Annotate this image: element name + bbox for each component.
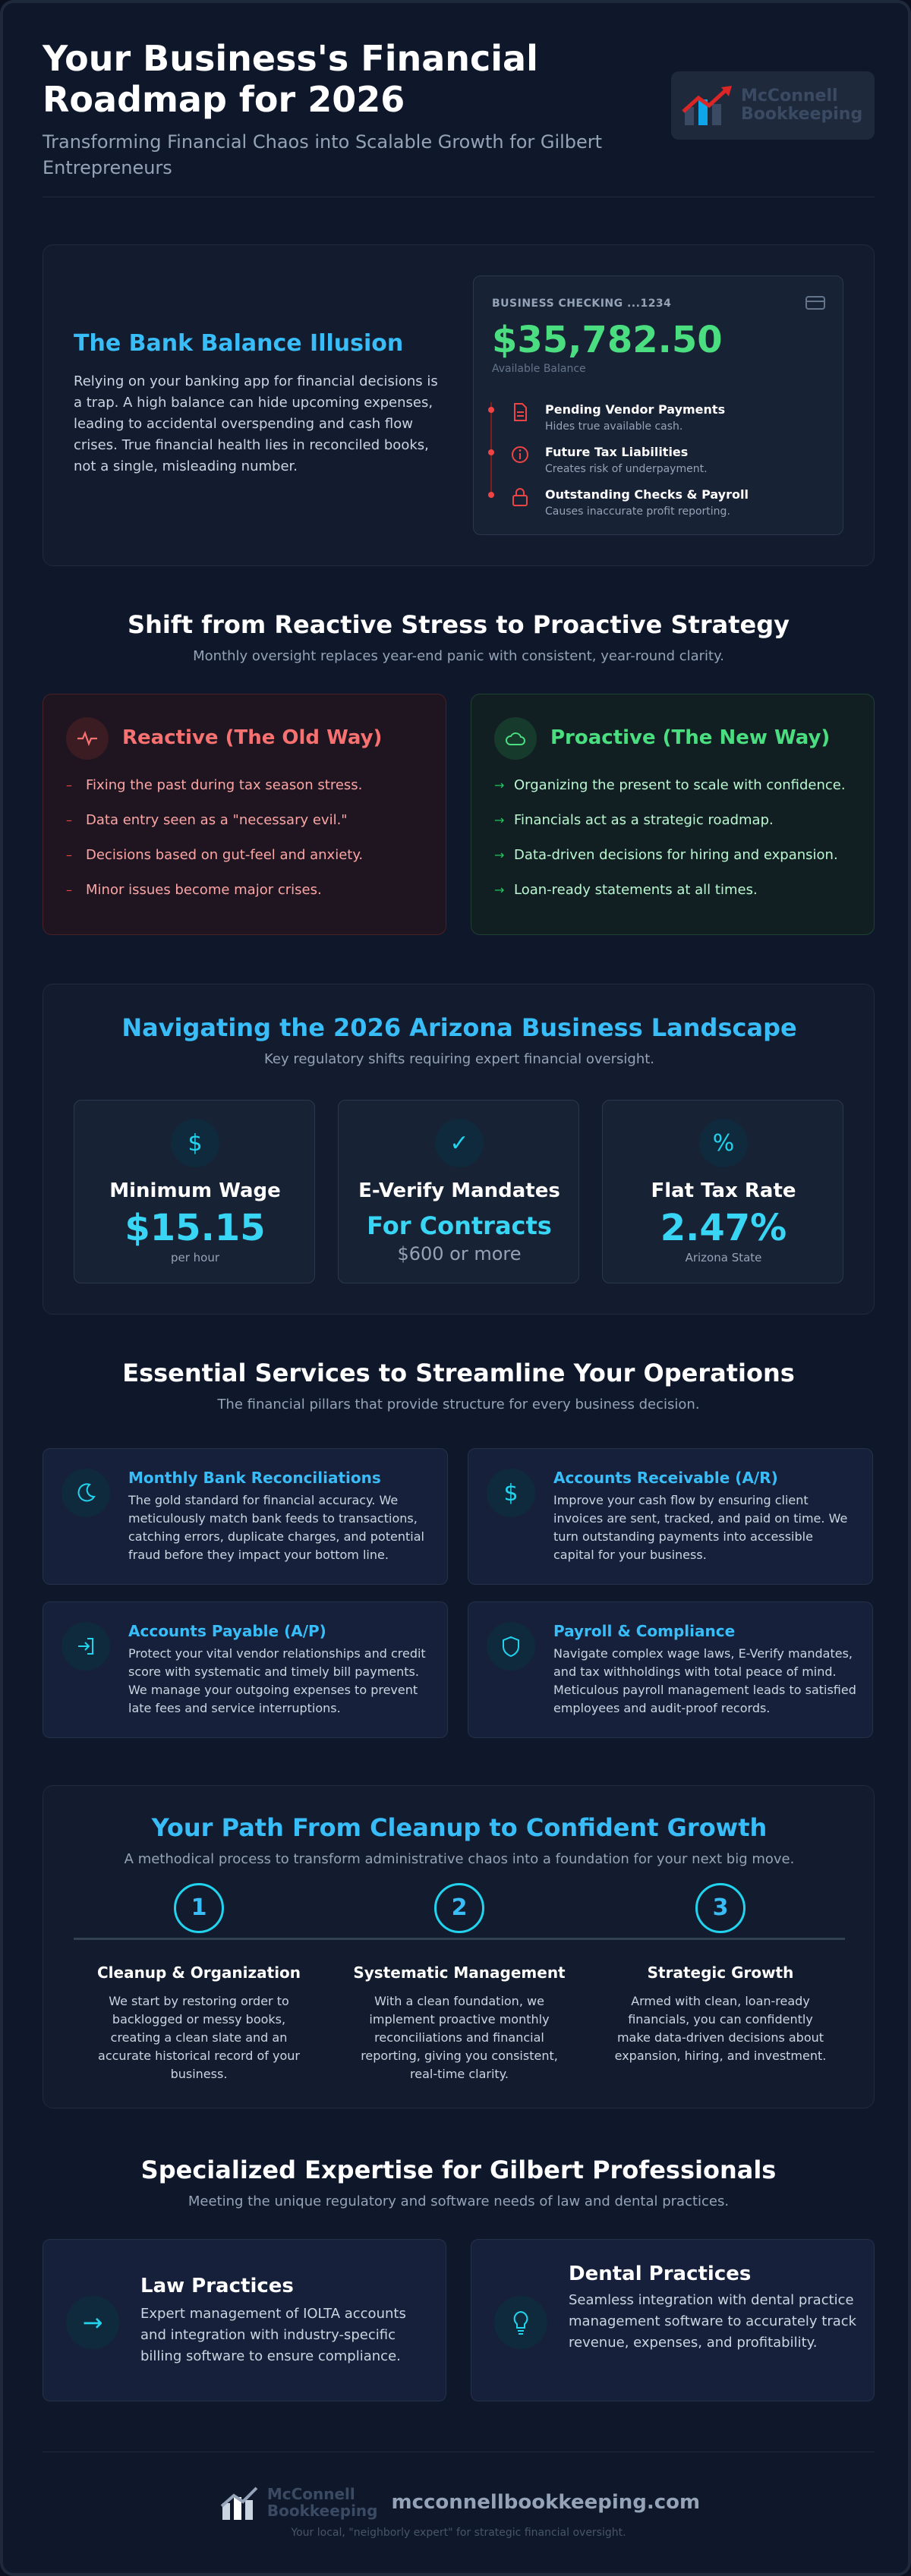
stat-label: E-Verify Mandates <box>358 1179 560 1202</box>
stat-unit: $600 or more <box>397 1243 522 1264</box>
section-title: Navigating the 2026 Arizona Business Landscape <box>121 1013 797 1042</box>
dollar-icon: $ <box>487 1469 535 1517</box>
item-desc: Causes inaccurate profit reporting. <box>545 505 730 518</box>
item-title: Future Tax Liabilities <box>545 445 689 459</box>
step-title: Systematic Management <box>353 1963 566 1982</box>
dash-icon: – <box>66 778 72 792</box>
timeline-dot <box>488 407 494 413</box>
bank-illusion-section <box>43 244 875 566</box>
step-desc: We start by restoring order to backlogged or messy books, creating a clean slate and an accurate historical record of your business. <box>98 1994 300 2081</box>
step-desc: With a clean foundation, we implement proactive monthly reconciliations and financial reporting, giving you consistent, real-time clarity. <box>361 1994 558 2081</box>
stat-card <box>338 1100 579 1283</box>
section-subtitle: The financial pillars that provide structure for every business decision. <box>217 1397 700 1412</box>
info-icon <box>510 445 530 464</box>
list-item: → Loan-ready statements at all times. <box>494 881 846 916</box>
proactive-title: Proactive (The New Way) <box>550 726 831 749</box>
item-title: Outstanding Checks & Payroll <box>545 487 749 502</box>
balance-label: Available Balance <box>492 363 586 375</box>
page-subtitle: Transforming Financial Chaos into Scalable Growth for Gilbert Entrepreneurs <box>43 131 603 178</box>
list-item: – Minor issues become major crises. <box>66 881 363 916</box>
list-item: – Data entry seen as a "necessary evil." <box>66 811 363 846</box>
section-subtitle: Monthly oversight replaces year-end panic with consistent, year-round clarity. <box>193 648 724 664</box>
expertise-title: Dental Practices <box>569 2263 752 2285</box>
header <box>43 38 875 197</box>
login-arrow-icon <box>61 1622 110 1671</box>
hidden-liability-item <box>483 487 832 525</box>
website-link[interactable]: mcconnellbookkeeping.com <box>391 2491 701 2514</box>
section-subtitle: A methodical process to transform administrative chaos into a foundation for your next big move. <box>124 1851 795 1867</box>
footer-logo-text <box>267 2486 378 2519</box>
section-title: The Bank Balance Illusion <box>74 330 404 357</box>
stat-value: $15.15 <box>125 1207 266 1249</box>
stat-label: Flat Tax Rate <box>651 1179 796 1202</box>
expertise-desc: Seamless integration with dental practice management software to accurately track revenue, expenses, and profitability. <box>569 2292 857 2351</box>
growth-path-section <box>43 1785 875 2108</box>
stat-label: Minimum Wage <box>109 1179 281 1202</box>
footer-brand <box>217 2480 703 2525</box>
lock-icon <box>510 487 530 507</box>
lightbulb-icon <box>494 2296 547 2349</box>
stat-unit: Arizona State <box>685 1251 762 1264</box>
bank-account-widget <box>473 276 843 535</box>
landscape-section <box>43 984 875 1315</box>
brand-logo <box>671 71 875 140</box>
path-step <box>338 1883 581 2083</box>
item-desc: Hides true available cash. <box>545 420 683 433</box>
dash-icon: – <box>66 848 72 862</box>
path-step <box>77 1883 320 2083</box>
expertise-desc: Expert management of IOLTA accounts and integration with industry-specific billing software to ensure compliance. <box>140 2306 406 2364</box>
growth-chart-logo-icon <box>220 2483 263 2521</box>
section-subtitle: Key regulatory shifts requiring expert financial oversight. <box>263 1051 655 1067</box>
item-desc: Creates risk of underpayment. <box>545 463 708 475</box>
reactive-title: Reactive (The Old Way) <box>122 726 383 749</box>
section-body: Relying on your banking app for financial decisions is a trap. A high balance can hide upcoming expenses, leading to accidental overspending and cash flow crises. True financial health lies in reconciled books, not a single, misleading number. <box>74 373 438 474</box>
service-card <box>43 1601 448 1738</box>
stat-card <box>602 1100 843 1283</box>
service-title: Accounts Payable (A/P) <box>128 1622 326 1640</box>
logo-line2: Bookkeeping <box>266 2502 378 2520</box>
service-card <box>43 1448 448 1585</box>
expertise-title: Law Practices <box>140 2275 294 2297</box>
list-item: → Data-driven decisions for hiring and expansion. <box>494 846 846 881</box>
step-title: Cleanup & Organization <box>96 1963 301 1982</box>
logo-line2: Bookkeeping <box>741 105 863 124</box>
arrow-right-icon: → <box>494 813 505 827</box>
shield-icon <box>487 1622 535 1671</box>
expertise-card <box>43 2239 446 2401</box>
list-item: – Fixing the past during tax season stress. <box>66 776 363 811</box>
growth-chart-logo-icon <box>682 84 735 127</box>
expertise-card <box>471 2239 875 2401</box>
section-title: Shift from Reactive Stress to Proactive Strategy <box>128 610 790 639</box>
list-item: – Decisions based on gut-feel and anxiety. <box>66 846 363 881</box>
list-item: → Financials act as a strategic roadmap. <box>494 811 846 846</box>
cloud-icon <box>494 717 537 760</box>
document-icon <box>510 402 530 422</box>
list-item: → Organizing the present to scale with confidence. <box>494 776 846 811</box>
stat-value: For Contracts <box>367 1211 552 1240</box>
logo-line1: McConnell <box>741 87 838 105</box>
stat-unit: per hour <box>170 1251 220 1264</box>
section-title: Specialized Expertise for Gilbert Professionals <box>140 2156 777 2184</box>
service-card <box>468 1448 873 1585</box>
service-title: Accounts Receivable (A/R) <box>553 1469 778 1487</box>
stat-card <box>74 1100 315 1283</box>
service-desc: Protect your vital vendor relationships and credit score with systematic and timely bill payments. We manage your outgoing expenses to prevent late fees and service interruptions. <box>128 1646 426 1715</box>
proactive-list <box>494 776 846 916</box>
check-icon: ✓ <box>435 1119 484 1167</box>
section-subtitle: Meeting the unique regulatory and software needs of law and dental practices. <box>188 2193 730 2209</box>
section-title: Your Path From Cleanup to Confident Growth <box>151 1813 768 1842</box>
step-title: Strategic Growth <box>647 1963 794 1982</box>
dollar-icon: $ <box>171 1119 219 1167</box>
footer <box>43 2452 875 2550</box>
arrow-right-icon: → <box>66 2296 119 2349</box>
reactive-card <box>43 694 446 935</box>
timeline-dot <box>488 492 494 498</box>
hidden-liability-item <box>483 445 832 483</box>
service-title: Payroll & Compliance <box>553 1622 736 1640</box>
service-desc: Navigate complex wage laws, E-Verify mandates, and tax withholdings with total peace of mind. Meticulous payroll management leads to satisfied employees and audit-proof records. <box>553 1646 856 1715</box>
service-card <box>468 1601 873 1738</box>
arrow-right-icon: → <box>494 848 505 862</box>
step-number: 1 <box>174 1883 224 1933</box>
service-title: Monthly Bank Reconciliations <box>128 1469 381 1487</box>
service-desc: The gold standard for financial accuracy. We meticulously match bank feeds to transactions, catching errors, duplicate charges, and potential fraud before they impact your bottom line. <box>128 1493 424 1562</box>
page-title: Your Business's Financial Roadmap for 2026 <box>43 38 538 120</box>
dash-icon: – <box>66 813 72 827</box>
step-desc: Armed with clean, loan-ready financials, you can confidently make data-driven decisions about expansion, hiring, and investment. <box>614 1994 827 2063</box>
dash-icon: – <box>66 883 72 897</box>
stat-value: 2.47% <box>660 1207 787 1249</box>
percent-icon: % <box>699 1119 748 1167</box>
item-title: Pending Vendor Payments <box>545 402 726 417</box>
service-desc: Improve your cash flow by ensuring client invoices are sent, tracked, and paid on time. We turn outstanding payments into accessible capital for your business. <box>553 1493 848 1562</box>
path-step <box>599 1883 842 2065</box>
step-number: 3 <box>695 1883 746 1933</box>
step-number: 2 <box>434 1883 484 1933</box>
proactive-card <box>471 694 875 935</box>
logo-text <box>741 87 862 124</box>
arrow-right-icon: → <box>494 883 505 897</box>
reactive-list <box>66 776 363 916</box>
footer-tagline: Your local, "neighborly expert" for strategic financial oversight. <box>291 2527 626 2539</box>
account-label: BUSINESS CHECKING ...1234 <box>492 298 672 310</box>
hidden-liability-item <box>483 402 832 440</box>
arrow-right-icon: → <box>494 778 505 792</box>
timeline-dot <box>488 449 494 455</box>
pulse-icon <box>66 717 109 760</box>
moon-icon <box>61 1469 110 1517</box>
account-balance: $35,782.50 <box>492 319 723 361</box>
logo-line1: McConnell <box>266 2485 355 2503</box>
credit-card-icon <box>805 294 826 311</box>
section-title: Essential Services to Streamline Your Operations <box>122 1359 795 1387</box>
